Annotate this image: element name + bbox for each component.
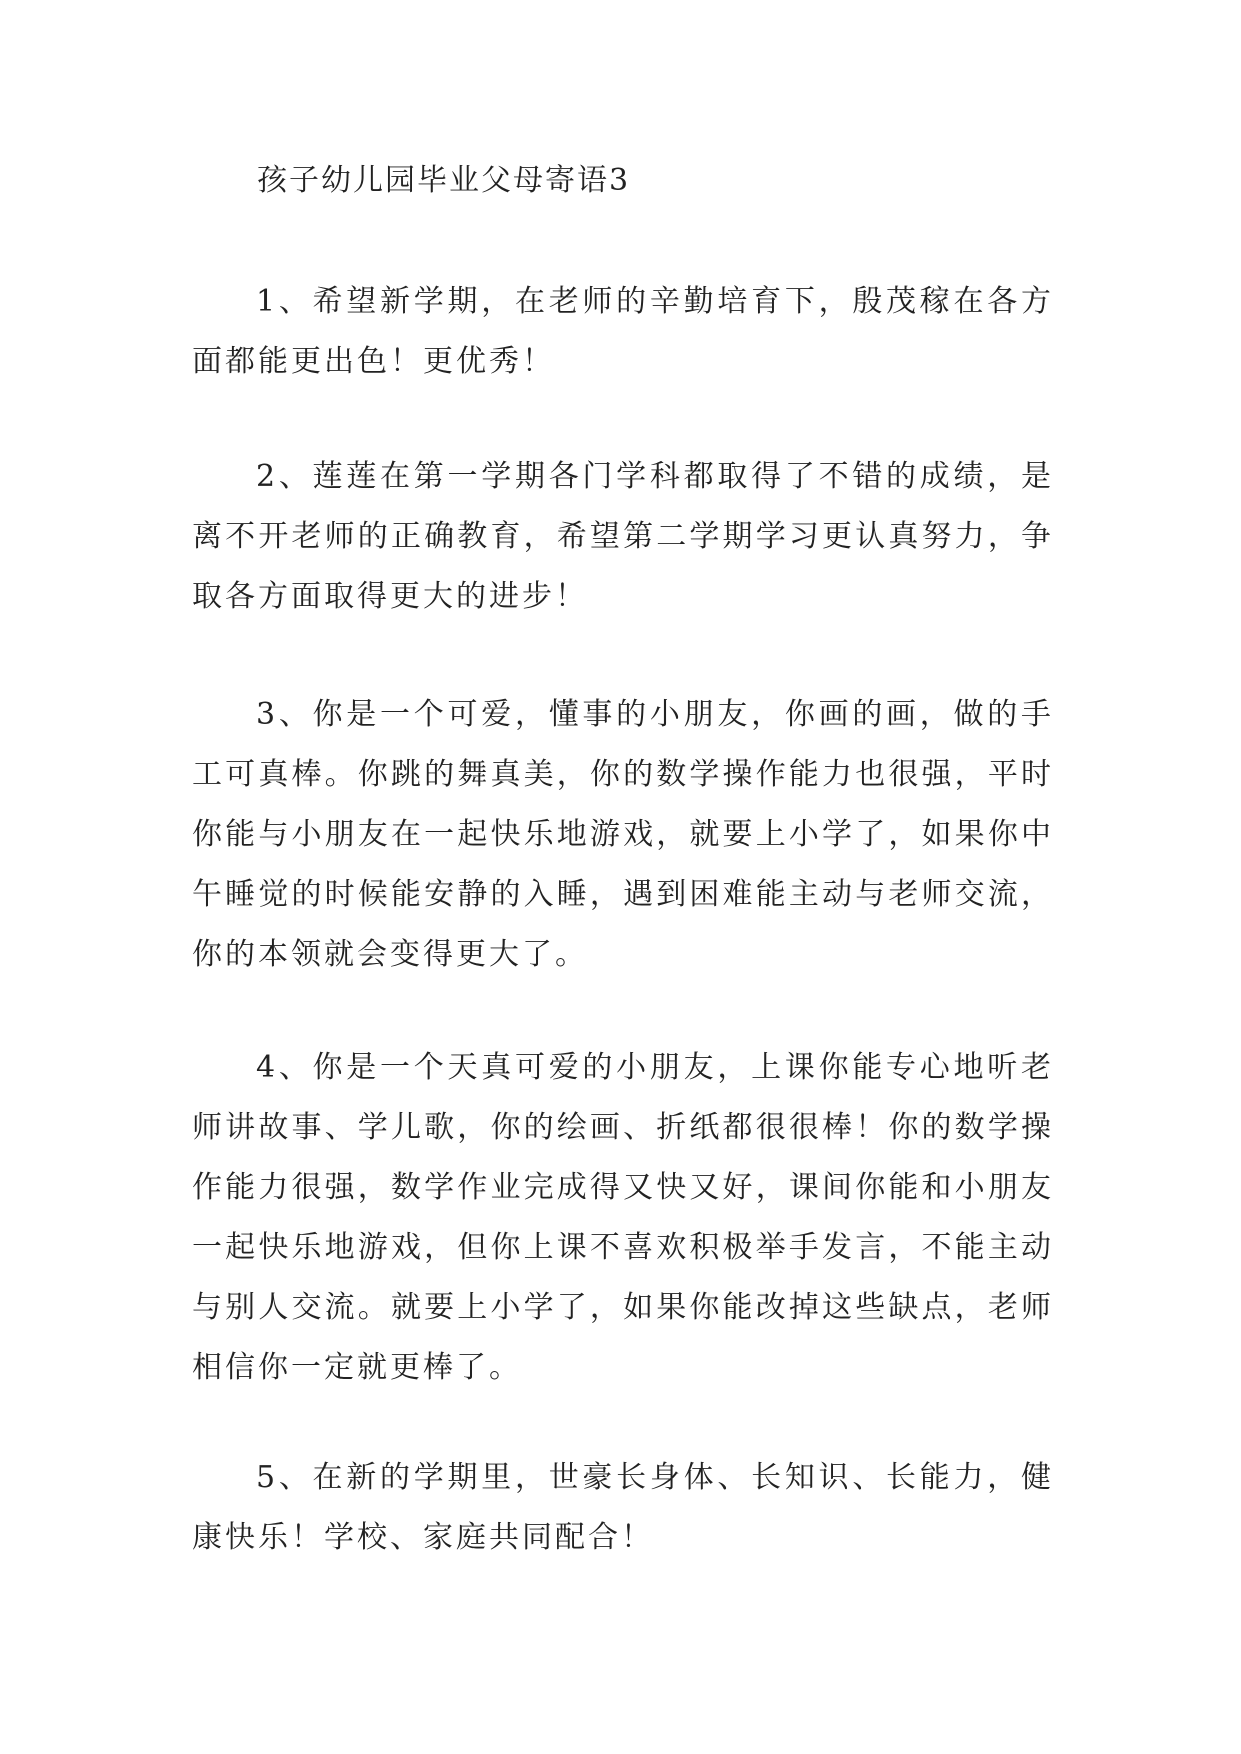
paragraph-4: 4、你是一个天真可爱的小朋友，上课你能专心地听老师讲故事、学儿歌，你的绘画、折纸都很很棒！你的数学操作能力很强，数学作业完成得又快又好，课间你能和小朋友一起快乐地游戏，但你上课不喜欢积极举手发言，不能主动与别人交流。就要上小学了，如果你能改掉这些缺点，老师相信你一定就更棒了。 [192,1050,1054,1385]
document-title: 孩子幼儿园毕业父母寄语3 [257,163,631,198]
paragraph-5: 5、在新的学期里，世豪长身体、长知识、长能力，健康快乐！学校、家庭共同配合！ [192,1460,1054,1555]
paragraph-2: 2、莲莲在第一学期各门学科都取得了不错的成绩，是离不开老师的正确教育，希望第二学期学习更认真努力，争取各方面取得更大的进步！ [192,459,1054,614]
paragraph-3: 3、你是一个可爱，懂事的小朋友，你画的画，做的手工可真棒。你跳的舞真美，你的数学操作能力也很强，平时你能与小朋友在一起快乐地游戏，就要上小学了，如果你中午睡觉的时候能安静的入睡，遇到困难能主动与老师交流，你的本领就会变得更大了。 [192,697,1054,972]
paragraph-1: 1、希望新学期，在老师的辛勤培育下，殷茂稼在各方面都能更出色！更优秀！ [192,284,1054,379]
